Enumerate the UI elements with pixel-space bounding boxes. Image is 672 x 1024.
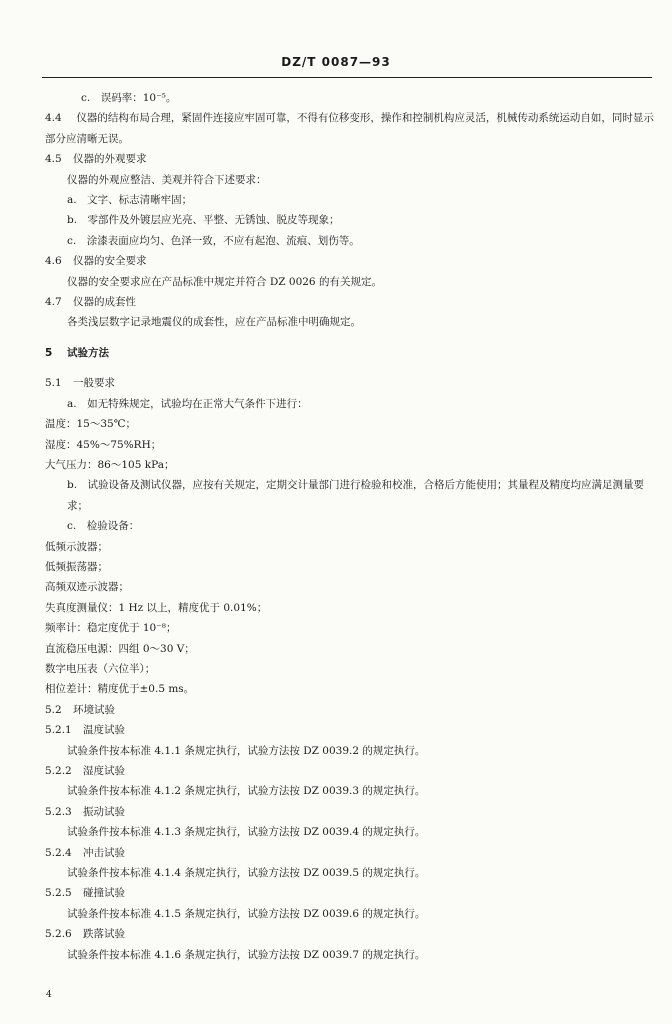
clause-number: 5.1 — [45, 377, 62, 390]
paragraph: 试验条件按本标准 4.1.1 条规定执行，试验方法按 DZ 0039.2 的规定执行。 — [67, 744, 426, 757]
clause-5-2-1-heading — [45, 720, 655, 740]
clause-number: 4.7 — [45, 296, 62, 309]
equipment-item: 低频示波器； — [45, 540, 108, 553]
clause-number: 5.2.4 — [45, 846, 72, 859]
list-item-b: b. 试验设备及测试仪器，应按有关规定，定期交计量部门进行检验和校准，合格后方能使用；其量程及精度均应满足测量要求； — [67, 479, 645, 512]
clause-5-2-6-heading — [45, 924, 655, 944]
paragraph: 试验条件按本标准 4.1.4 条规定执行，试验方法按 DZ 0039.5 的规定执行。 — [67, 867, 426, 880]
list-item: c. 检验设备： — [67, 520, 140, 533]
paragraph: 仪器的外观应整洁、美观并符合下述要求： — [67, 173, 267, 186]
clause-5-2-4-heading — [45, 843, 655, 863]
clause-title: 冲击试验 — [83, 846, 125, 859]
paragraph: 试验条件按本标准 4.1.3 条规定执行，试验方法按 DZ 0039.4 的规定执行。 — [67, 826, 426, 839]
clause-5-2-2-heading — [45, 761, 655, 781]
clause-number: 5.2.2 — [45, 765, 72, 777]
clause-number: 5.2.3 — [45, 805, 72, 818]
clause-title: 振动试验 — [83, 805, 125, 818]
equipment-item: 低频振荡器； — [45, 560, 108, 573]
list-item: c. 涂漆表面应均匀、色泽一致，不应有起泡、流痕、划伤等。 — [67, 234, 360, 247]
paragraph: 各类浅层数字记录地震仪的成套性，应在产品标准中明确规定。 — [67, 316, 361, 329]
paragraph: 仪器的安全要求应在产品标准中规定并符合 DZ 0026 的有关规定。 — [67, 275, 382, 288]
clause-number: 4.5 — [45, 153, 62, 166]
equipment-item: 失真度测量仪：1 Hz 以上，精度优于 0.01%； — [45, 601, 268, 614]
clause-number: 5.2 — [45, 703, 62, 716]
clause-title: 仪器的成套性 — [73, 296, 136, 309]
clause-title: 温度试验 — [83, 724, 125, 737]
paragraph: 试验条件按本标准 4.1.2 条规定执行，试验方法按 DZ 0039.3 的规定执行。 — [67, 785, 426, 798]
clause-title: 一般要求 — [73, 377, 115, 390]
clause-5-2-heading — [45, 700, 655, 720]
clause-title: 湿度试验 — [83, 765, 125, 777]
document-body — [45, 88, 655, 965]
equipment-item: 频率计：稳定度优于 10⁻⁸； — [45, 622, 177, 635]
clause-4-5-heading — [45, 149, 655, 169]
clause-5-2-5-heading — [45, 883, 655, 903]
clause-4-6-heading — [45, 251, 655, 271]
clause-number: 5.2.5 — [45, 887, 72, 900]
equipment-item: 高频双迹示波器； — [45, 581, 129, 594]
section-5-heading — [45, 343, 655, 363]
clause-4-4 — [45, 108, 655, 149]
equipment-item: 相位差计：精度优于±0.5 ms。 — [45, 683, 195, 696]
clause-number: 5.2.6 — [45, 928, 72, 941]
paragraph: 试验条件按本标准 4.1.6 条规定执行，试验方法按 DZ 0039.7 的规定执行。 — [67, 948, 426, 961]
spacer — [45, 333, 655, 343]
paragraph: 试验条件按本标准 4.1.5 条规定执行，试验方法按 DZ 0039.6 的规定执行。 — [67, 907, 426, 920]
clause-title: 仪器的外观要求 — [73, 153, 147, 166]
item-c-error-rate: c. 误码率：10⁻⁵。 — [81, 92, 177, 104]
header-rule — [42, 77, 652, 78]
standard-code-header: DZ/T 0087—93 — [281, 55, 391, 69]
equipment-item: 数字电压表（六位半）； — [45, 662, 156, 675]
condition-humidity: 湿度：45%～75%RH； — [45, 438, 162, 451]
clause-4-7-heading — [45, 292, 655, 312]
clause-text: 仪器的结构布局合理，紧固件连接应牢固可靠，不得有位移变形，操作和控制机构应灵活，机械传动系统运动自如，同时显示部分应清晰无误。 — [45, 112, 654, 145]
clause-number: 5.2.1 — [45, 724, 72, 737]
clause-title: 跌落试验 — [83, 928, 125, 941]
clause-number: 4.6 — [45, 255, 62, 268]
page-number: 4 — [46, 990, 52, 1000]
clause-number: 4.4 — [45, 112, 62, 125]
list-item: b. 零部件及外镀层应光亮、平整、无锈蚀、脱皮等现象； — [67, 214, 340, 227]
clause-title: 碰撞试验 — [83, 887, 125, 900]
clause-5-2-3-heading — [45, 802, 655, 822]
clause-title: 环境试验 — [73, 703, 115, 716]
section-title: 试验方法 — [67, 346, 109, 359]
list-item: a. 如无特殊规定，试验均在正常大气条件下进行： — [67, 397, 308, 410]
section-number: 5 — [45, 346, 53, 359]
spacer — [45, 363, 655, 373]
clause-title: 仪器的安全要求 — [73, 255, 147, 268]
condition-temperature: 温度：15～35℃； — [45, 418, 136, 431]
condition-pressure: 大气压力：86～105 kPa； — [45, 458, 175, 471]
list-item: a. 文字、标志清晰牢固； — [67, 194, 193, 207]
equipment-item: 直流稳压电源：四组 0～30 V； — [45, 642, 195, 655]
clause-5-1-heading — [45, 373, 655, 393]
